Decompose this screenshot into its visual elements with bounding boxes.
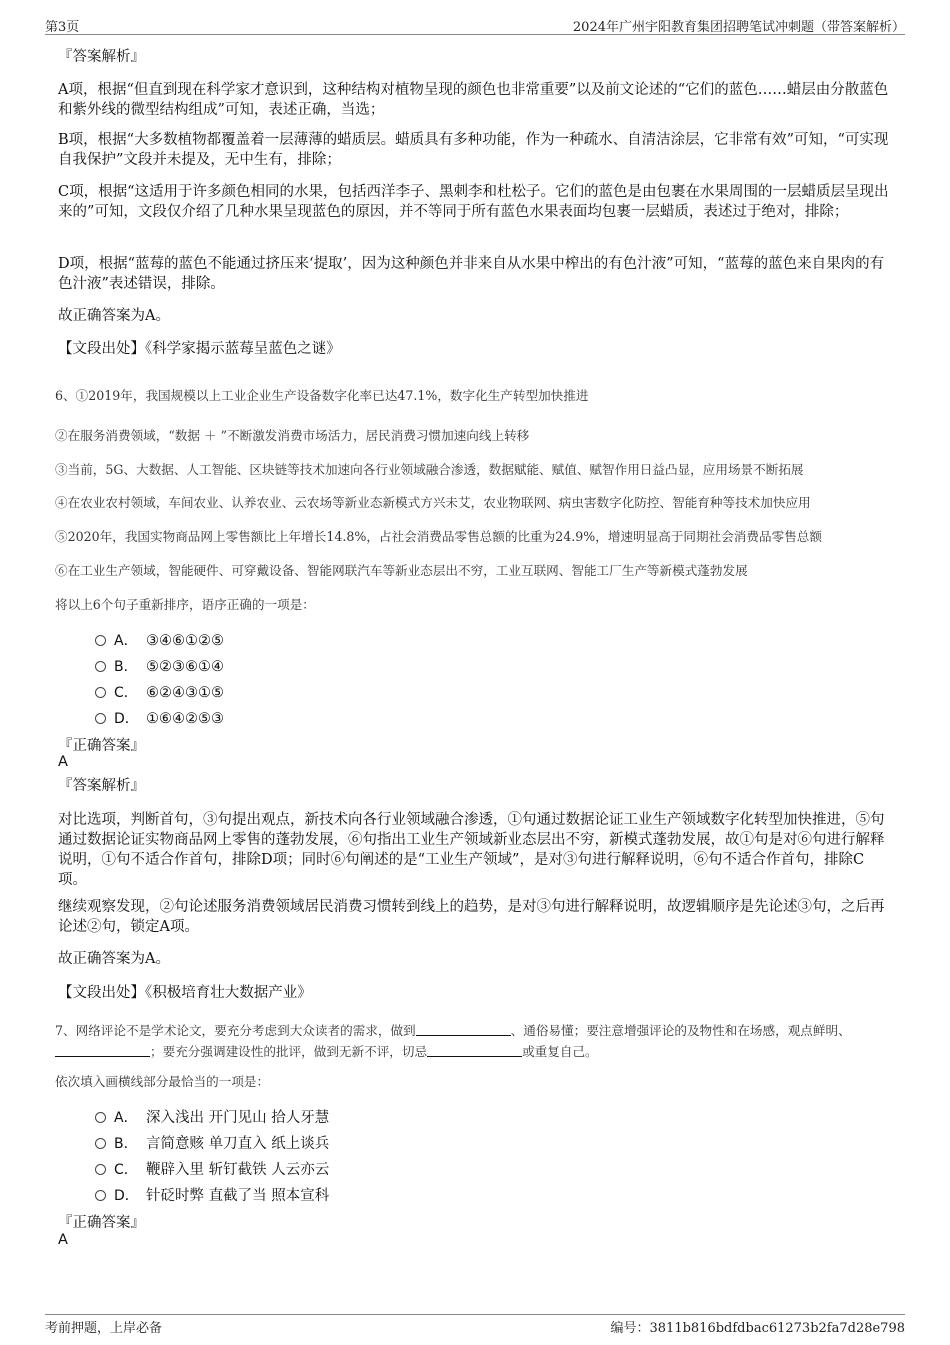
q7-option-c[interactable]: C． 鞭辟入里 斩钉截铁 人云亦云 — [95, 1160, 329, 1180]
correct-answer-label: 『正确答案』 — [58, 1215, 145, 1231]
q6-sentence-1: 6、①2019年，我国规模以上工业企业生产设备数字化率已达47.1%，数字化生产转型加快推进 — [55, 388, 589, 403]
q6-sentence-3: ③当前，5G、大数据、人工智能、区块链等技术加速向各行业领域融合渗透，数据赋能、赋值、赋智作用日益凸显，应用场景不断拓展 — [55, 462, 804, 477]
q6-sentence-4: ④在农业农村领域，车间农业、认养农业、云农场等新业态新模式方兴未艾，农业物联网、病虫害数字化防控、智能育种等技术加快应用 — [55, 495, 811, 510]
radio-icon[interactable] — [95, 1164, 106, 1175]
analysis-option-d: D项，根据“蓝莓的蓝色不能通过挤压来‘提取’，因为这种颜色并非来自从水果中榨出的有色汁液”可知，“蓝莓的蓝色来自果肉的有色汁液”表述错误，排除。 — [58, 256, 885, 292]
page-footer — [45, 1314, 905, 1336]
q6-option-b[interactable]: B． ⑤②③⑥①④ — [95, 657, 224, 677]
radio-icon[interactable] — [95, 1112, 106, 1123]
page-header — [45, 16, 905, 35]
analysis-label: 『答案解析』 — [58, 49, 145, 65]
analysis-option-a: A项，根据“但直到现在科学家才意识到，这种结构对植物呈现的颜色也非常重要”以及前文论述的“它们的蓝色……蜡层由分散蓝色和紫外线的微型结构组成”可知，表述正确，当选； — [58, 82, 889, 118]
blank-1 — [416, 1023, 511, 1036]
analysis-option-b: B项，根据“大多数植物都覆盖着一层薄薄的蜡质层。蜡质具有多种功能，作为一种疏水、自清洁涂层，它非常有效”可知，“可实现自我保护”文段并未提及，无中生有，排除； — [58, 132, 889, 168]
q6-option-d[interactable]: D． ①⑥④②⑤③ — [95, 709, 224, 729]
analysis-option-c: C项，根据“这适用于许多颜色相同的水果，包括西洋李子、黑刺李和杜松子。它们的蓝色是由包裹在水果周围的一层蜡质层呈现出来的”可知，文段仅介绍了几种水果呈现蓝色的原因，并不等同于所有蓝色水果表面均包裹一层蜡质，表述过于绝对，排除； — [58, 184, 889, 220]
blank-2 — [55, 1044, 150, 1057]
analysis-label: 『答案解析』 — [58, 778, 145, 794]
q6-analysis-2: 继续观察发现，②句论述服务消费领域居民消费习惯转到线上的趋势，是对③句进行解释说明，故逻辑顺序是先论述③句，之后再论述②句，锁定A项。 — [58, 899, 885, 935]
analysis-conclusion: 故正确答案为A。 — [58, 308, 170, 324]
blank-3 — [427, 1044, 522, 1057]
q6-analysis-1: 对比选项，判断首句，③句提出观点，新技术向各行业领域融合渗透，①句通过数据论证工业生产领域数字化转型加快推进，⑤句通过数据论证实物商品网上零售的蓬勃发展，⑥句指出工业生产领域新业态层出不穷，新模式蓬勃发展，故①句是对⑥句进行解释说明，①句不适合作首句，排除D项；同时⑥句阐述的是“工业生产领域”，是对③句进行解释说明，⑥句不适合作首句，排除C项。 — [58, 812, 885, 888]
q6-option-a[interactable]: A． ③④⑥①②⑤ — [95, 631, 224, 651]
correct-answer: A — [58, 1232, 68, 1248]
q6-sentence-2: ②在服务消费领域，“数据 ＋ ”不断激发消费市场活力，居民消费习惯加速向线上转移 — [55, 428, 530, 443]
q7-option-a[interactable]: A． 深入浅出 开门见山 拾人牙慧 — [95, 1108, 329, 1128]
footer-slogan: 考前押题，上岸必备 — [45, 1321, 163, 1336]
q7-option-d[interactable]: D． 针砭时弊 直截了当 照本宣科 — [95, 1186, 329, 1206]
page-number: 第3页 — [45, 20, 80, 35]
source-citation: 【文段出处】《积极培育壮大数据产业》 — [58, 985, 312, 1001]
document-title: 2024年广州宇阳教育集团招聘笔试冲刺题（带答案解析） — [572, 20, 905, 35]
q6-sentence-6: ⑥在工业生产领域，智能硬件、可穿戴设备、智能网联汽车等新业态层出不穷，工业互联网、智能工厂生产等新模式蓬勃发展 — [55, 563, 748, 578]
radio-icon[interactable] — [95, 713, 106, 724]
q6-sentence-5: ⑤2020年，我国实物商品网上零售额比上年增长14.8%，占社会消费品零售总额的比重为24.9%，增速明显高于同期社会消费品零售总额 — [55, 529, 822, 544]
q7-stem: 7、网络评论不是学术论文，要充分考虑到大众读者的需求，做到 、通俗易懂；要注意增强评论的及物性和在场感，观点鲜明、；要充分强调建设性的批评，做到无新不评，切忌 或重复自己。 — [55, 1023, 851, 1059]
correct-answer: A — [58, 754, 68, 770]
document-id: 编号：3811b816bdfdbac61273b2fa7d28e798 — [610, 1321, 905, 1336]
q6-prompt: 将以上6个句子重新排序，语序正确的一项是： — [55, 597, 315, 612]
radio-icon[interactable] — [95, 661, 106, 672]
radio-icon[interactable] — [95, 687, 106, 698]
radio-icon[interactable] — [95, 635, 106, 646]
radio-icon[interactable] — [95, 1138, 106, 1149]
analysis-conclusion: 故正确答案为A。 — [58, 951, 170, 967]
q7-prompt: 依次填入画横线部分最恰当的一项是： — [55, 1074, 270, 1089]
q7-option-b[interactable]: B． 言简意赅 单刀直入 纸上谈兵 — [95, 1134, 329, 1154]
q6-option-c[interactable]: C． ⑥②④③①⑤ — [95, 683, 224, 703]
radio-icon[interactable] — [95, 1190, 106, 1201]
source-citation: 【文段出处】《科学家揭示蓝莓呈蓝色之谜》 — [58, 341, 341, 357]
correct-answer-label: 『正确答案』 — [58, 738, 145, 754]
